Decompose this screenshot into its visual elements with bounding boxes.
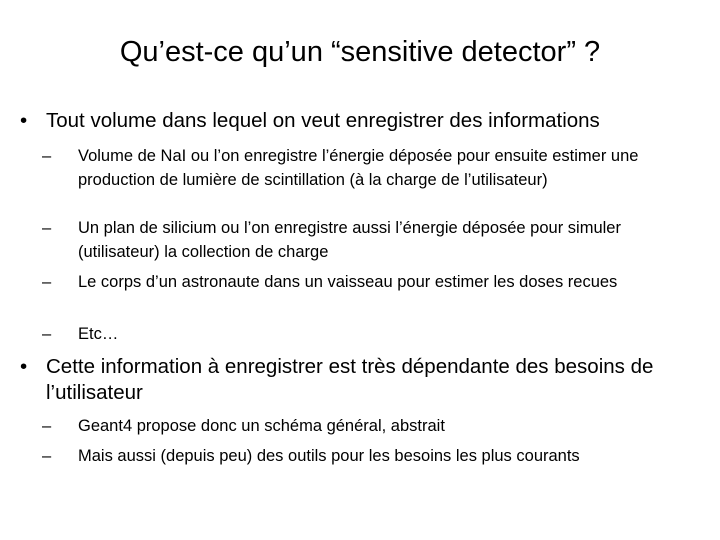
subitem-text: Le corps d’un astronaute dans un vaisseau pour estimer les doses recues xyxy=(78,273,618,291)
bullet-text: Cette information à enregistrer est très dépendante des besoins de l’utilisateur xyxy=(46,355,654,404)
dash-icon: – xyxy=(42,219,52,237)
bullet-item-2 xyxy=(20,354,710,406)
subitem-1-1 xyxy=(42,144,692,192)
subitem-text: Mais aussi (depuis peu) des outils pour les besoins les plus courants xyxy=(78,447,580,465)
subitem-1-4 xyxy=(42,322,692,346)
bullet-icon: • xyxy=(20,109,28,132)
subitem-text: Geant4 propose donc un schéma général, abstrait xyxy=(78,417,445,435)
slide-title: Qu’est-ce qu’un “sensitive detector” ? xyxy=(119,36,601,68)
dash-icon: – xyxy=(42,273,52,291)
bullet-item-1 xyxy=(20,108,710,134)
dash-icon: – xyxy=(42,417,52,435)
subitem-1-3 xyxy=(42,270,692,294)
bullet-text: Tout volume dans lequel on veut enregistrer des informations xyxy=(46,109,600,132)
dash-icon: – xyxy=(42,147,52,165)
subitem-1-2 xyxy=(42,216,692,264)
dash-icon: – xyxy=(42,325,52,343)
subitem-text: Un plan de silicium ou l’on enregistre aussi l’énergie déposée pour simuler (utilisateur) la collection de charge xyxy=(78,219,621,261)
subitem-2-2 xyxy=(42,444,692,468)
subitem-text: Etc… xyxy=(78,325,119,343)
subitem-text: Volume de NaI ou l’on enregistre l’énergie déposée pour ensuite estimer une production de lumière de scintillation (à la charge de l’utilisateur) xyxy=(78,147,639,189)
subitem-2-1 xyxy=(42,414,692,438)
bullet-icon: • xyxy=(20,355,28,378)
dash-icon: – xyxy=(42,447,52,465)
